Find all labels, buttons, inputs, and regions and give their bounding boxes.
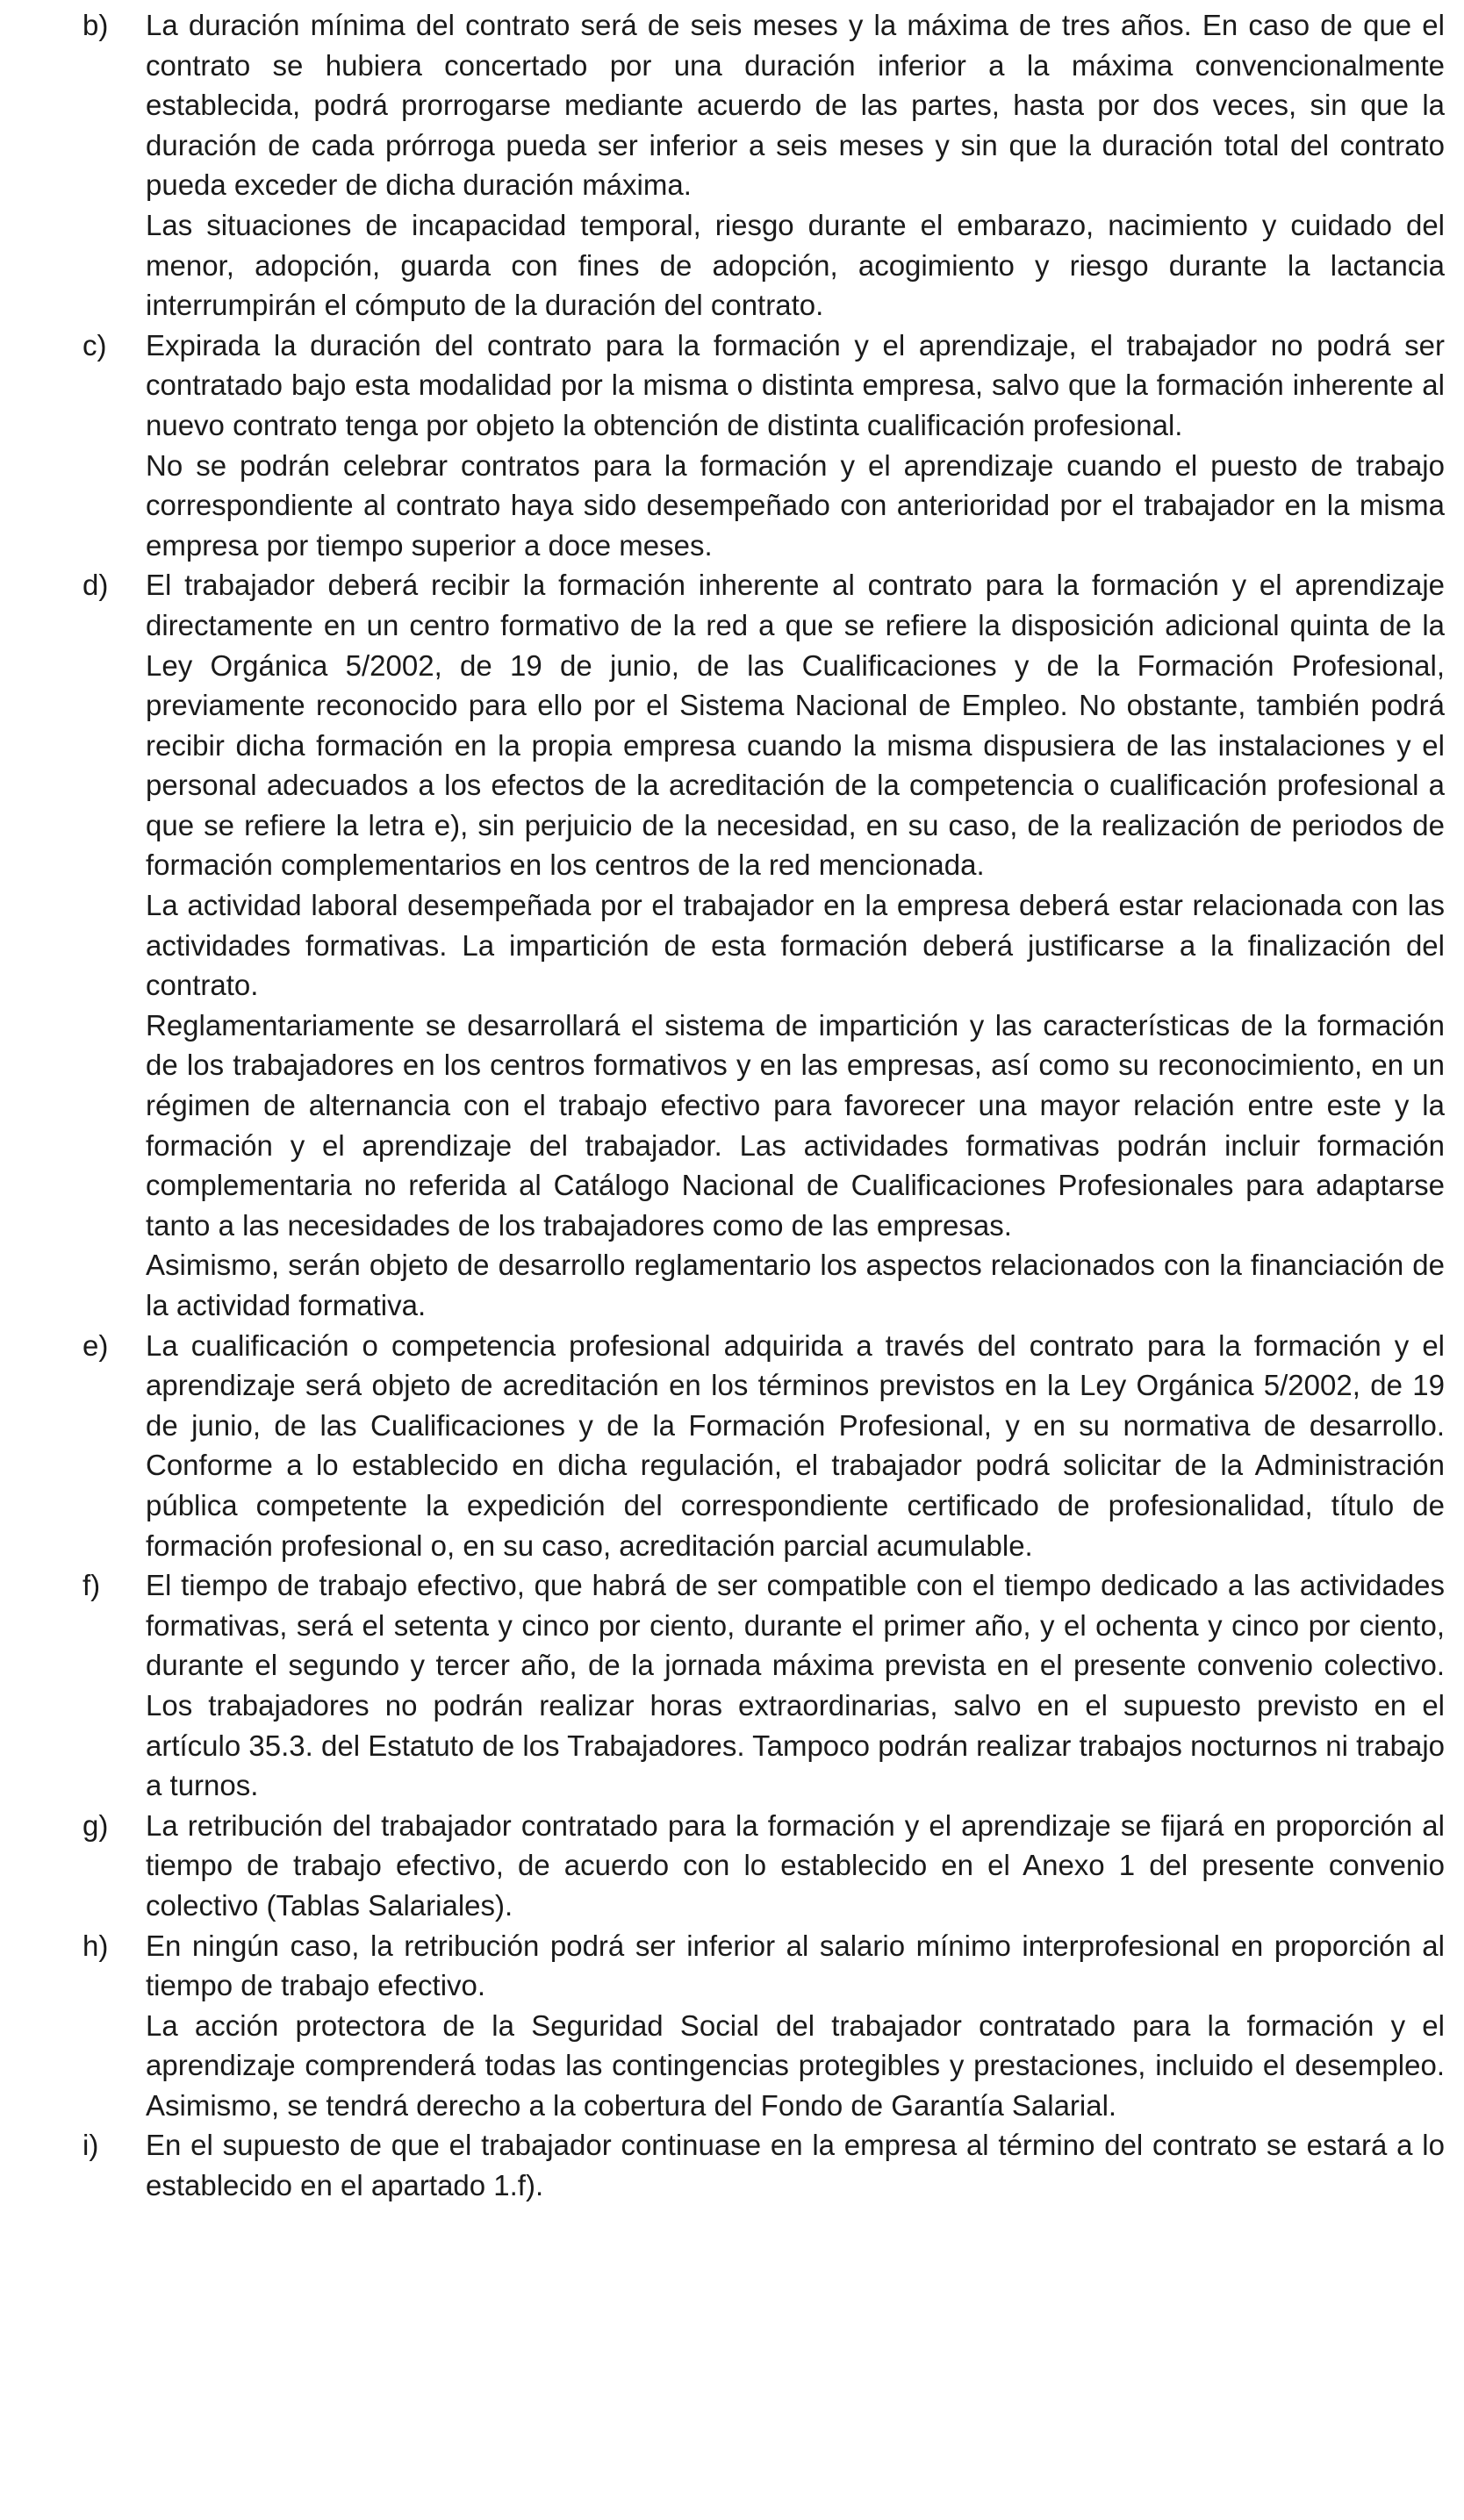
paragraph: La acción protectora de la Seguridad Social del trabajador contratado para la formación y el aprendizaje comprenderá todas las contingencias protegibles y prestaciones, incluido el desempleo. Asimismo, se tendrá derecho a la cobertura del Fondo de Garantía Salarial. (146, 2008, 1445, 2122)
list-item-e (0, 1326, 1464, 1566)
list-label: h) (83, 1929, 109, 1962)
list-label: i) (83, 2129, 99, 2162)
paragraph: Reglamentariamente se desarrollará el sistema de impartición y las características de la formación de los trabajadores en los centros formativos y en las empresas, así como su reconocimiento, en un régimen de alternancia con el trabajo efectivo para favorecer una mayor relación entre este y la formación y el aprendizaje del trabajador. Las actividades formativas podrán incluir formación complementaria no referida al Catálogo Nacional de Cualificaciones Profesionales para adaptarse tanto a las necesidades de los trabajadores como de las empresas. (146, 1008, 1445, 1242)
list-item-c (0, 326, 1464, 566)
paragraph: La retribución del trabajador contratado para la formación y el aprendizaje se fijará en proporción al tiempo de trabajo efectivo, de acuerdo con lo establecido en el Anexo 1 del presente convenio colectivo (Tablas Salariales). (146, 1808, 1445, 1922)
list-label: g) (83, 1808, 109, 1842)
paragraph: Asimismo, serán objeto de desarrollo reglamentario los aspectos relacionados con la financiación de la actividad formativa. (146, 1249, 1445, 1321)
paragraph: El tiempo de trabajo efectivo, que habrá de ser compatible con el tiempo dedicado a las actividades formativas, será el setenta y cinco por ciento, durante el primer año, y el ochenta y cinco por ciento, durante el segundo y tercer año, de la jornada máxima prevista en el presente convenio colectivo. Los trabajadores no podrán realizar horas extraordinarias, salvo en el supuesto previsto en el artículo 35.3. del Estatuto de los Trabajadores. Tampoco podrán realizar trabajos nocturnos ni trabajo a turnos. (146, 1569, 1445, 1802)
paragraph: La duración mínima del contrato será de seis meses y la máxima de tres años. En caso de que el contrato se hubiera concertado por una duración inferior a la máxima convencionalmente establecida, podrá prorrogarse mediante acuerdo de las partes, hasta por dos veces, sin que la duración de cada prórroga pueda ser inferior a seis meses y sin que la duración total del contrato pueda exceder de dicha duración máxima. (146, 9, 1445, 202)
list-label: d) (83, 569, 109, 602)
paragraph: El trabajador deberá recibir la formación inherente al contrato para la formación y el aprendizaje directamente en un centro formativo de la red a que se refiere la disposición adicional quinta de la Ley Orgánica 5/2002, de 19 de junio, de las Cualificaciones y de la Formación Profesional, previamente reconocido para ello por el Sistema Nacional de Empleo. No obstante, también podrá recibir dicha formación en la propia empresa cuando la misma dispusiera de las instalaciones y el personal adecuados a los efectos de la acreditación de la competencia o cualificación profesional a que se refiere la letra e), sin perjuicio de la necesidad, en su caso, de la realización de periodos de formación complementarios en los centros de la red mencionada. (146, 569, 1445, 882)
document-body (0, 5, 1464, 2206)
list-item-g (0, 1806, 1464, 1926)
paragraph: No se podrán celebrar contratos para la formación y el aprendizaje cuando el puesto de trabajo correspondiente al contrato haya sido desempeñado con anterioridad por el trabajador en la misma empresa por tiempo superior a doce meses. (146, 448, 1445, 562)
list-item-i (0, 2125, 1464, 2205)
list-label: e) (83, 1328, 109, 1362)
paragraph: La cualificación o competencia profesional adquirida a través del contrato para la formación y el aprendizaje será objeto de acreditación en los términos previstos en la Ley Orgánica 5/2002, de 19 de junio, de las Cualificaciones y de la Formación Profesional, y en su normativa de desarrollo. Conforme a lo establecido en dicha regulación, el trabajador podrá solicitar de la Administración pública competente la expedición del correspondiente certificado de profesionalidad, título de formación profesional o, en su caso, acreditación parcial acumulable. (146, 1328, 1445, 1562)
list-item-f (0, 1565, 1464, 1806)
list-label: f) (83, 1569, 101, 1602)
list-label: b) (83, 9, 109, 41)
paragraph: Expirada la duración del contrato para la formación y el aprendizaje, el trabajador no podrá ser contratado bajo esta modalidad por la misma o distinta empresa, salvo que la formación inherente al nuevo contrato tenga por objeto la obtención de distinta cualificación profesional. (146, 328, 1445, 441)
list-item-b (0, 5, 1464, 326)
paragraph: Las situaciones de incapacidad temporal, riesgo durante el embarazo, nacimiento y cuidado del menor, adopción, guarda con fines de adopción, acogimiento y riesgo durante la lactancia interrumpirán el cómputo de la duración del contrato. (146, 208, 1445, 322)
list-label: c) (83, 328, 107, 362)
list-item-d (0, 565, 1464, 1325)
paragraph: En el supuesto de que el trabajador continuase en la empresa al término del contrato se estará a lo establecido en el apartado 1.f). (146, 2129, 1445, 2202)
paragraph: La actividad laboral desempeñada por el trabajador en la empresa deberá estar relacionada con las actividades formativas. La impartición de esta formación deberá justificarse a la finalización del contrato. (146, 889, 1445, 1002)
paragraph: En ningún caso, la retribución podrá ser inferior al salario mínimo interprofesional en proporción al tiempo de trabajo efectivo. (146, 1929, 1445, 2002)
list-item-h (0, 1926, 1464, 2126)
